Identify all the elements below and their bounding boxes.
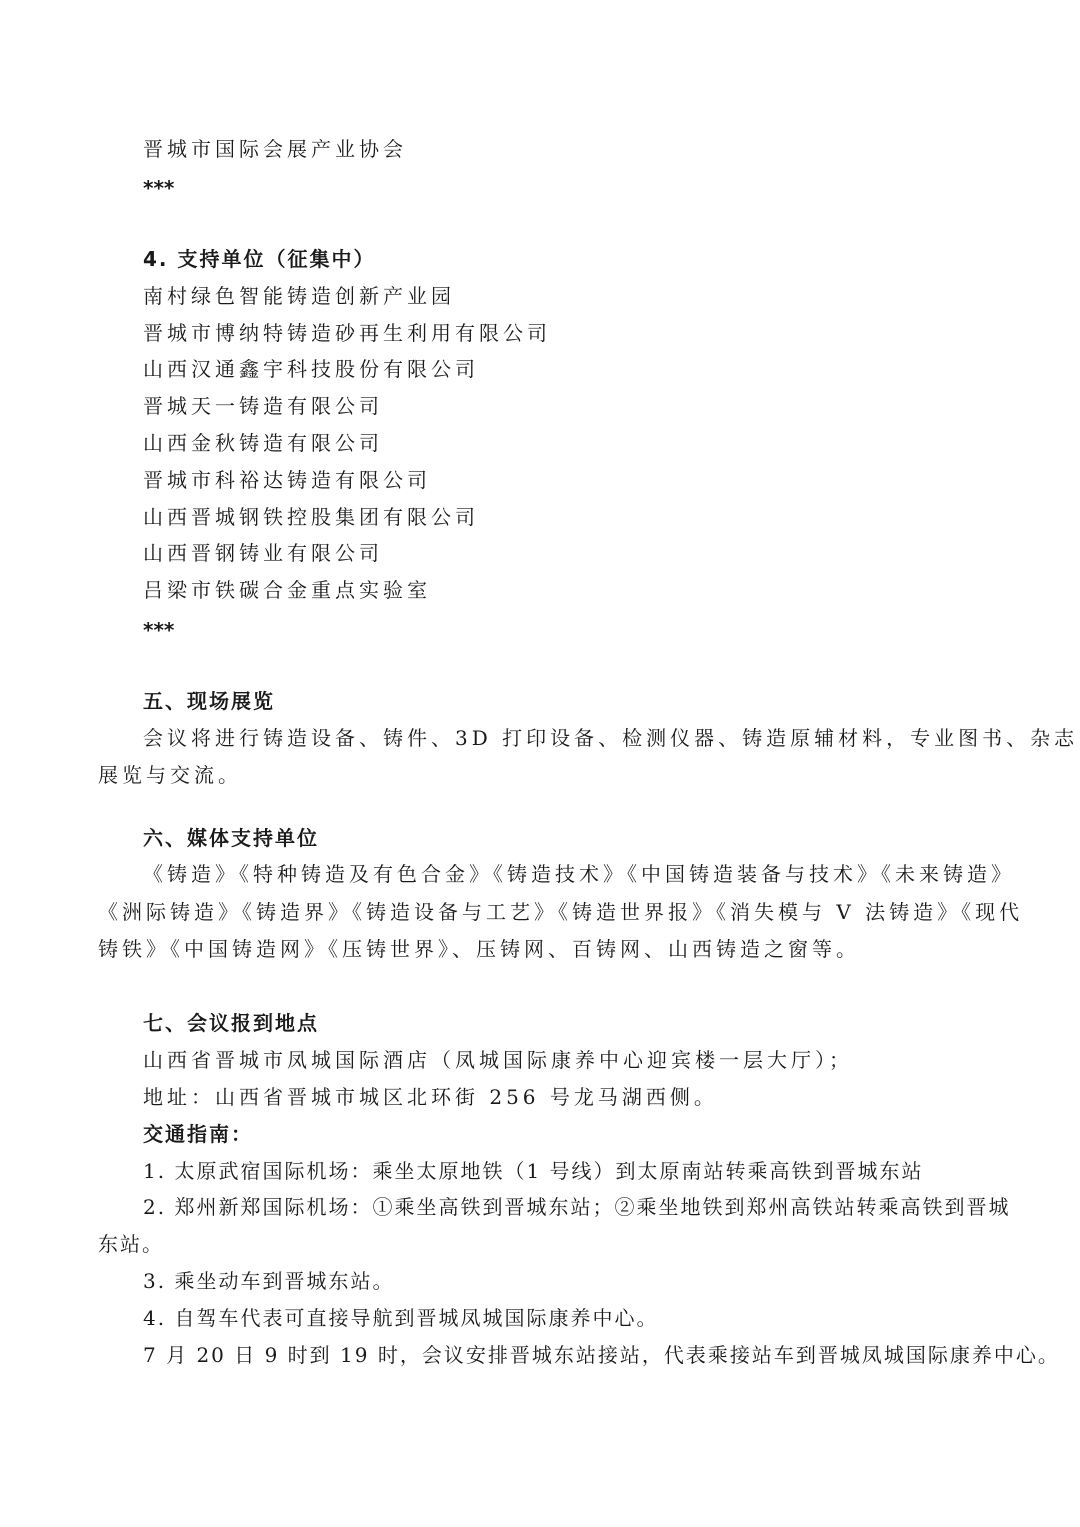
support-unit-item: 山西晋城钢铁控股集团有限公司: [143, 505, 479, 529]
media-heading: 六、媒体支持单位: [143, 826, 319, 850]
support-units-heading: 4. 支持单位（征集中）: [143, 247, 376, 271]
traffic-route: 3. 乘坐动车到晋城东站。: [143, 1269, 395, 1293]
support-unit-item: 晋城市科裕达铸造有限公司: [143, 468, 431, 492]
traffic-guide-heading: 交通指南：: [143, 1122, 253, 1146]
support-unit-item: 南村绿色智能铸造创新产业园: [143, 284, 455, 308]
support-unit-item: 山西金秋铸造有限公司: [143, 431, 383, 455]
pickup-info: 7 月 20 日 9 时到 19 时，会议安排晋城东站接站，代表乘接站车到晋城凤城国际康养中心。: [143, 1343, 1060, 1367]
traffic-route: 4. 自驾车代表可直接导航到晋城凤城国际康养中心。: [143, 1306, 659, 1330]
organizer-item: 晋城市国际会展产业协会: [143, 137, 407, 161]
venue-address: 地址：山西省晋城市城区北环街 256 号龙马湖西侧。: [143, 1085, 718, 1109]
exhibition-text: 会议将进行铸造设备、铸件、3D 打印设备、检测仪器、铸造原辅材料，专业图书、杂志: [143, 726, 1079, 750]
support-unit-item: 山西晋钢铸业有限公司: [143, 541, 383, 565]
venue-hotel: 山西省晋城市凤城国际酒店（凤城国际康养中心迎宾楼一层大厅）；: [143, 1048, 853, 1072]
support-unit-item: 吕梁市铁碳合金重点实验室: [143, 578, 431, 602]
traffic-route: 2. 郑州新郑国际机场：①乘坐高铁到晋城东站；②乘坐地铁到郑州高铁站转乘高铁到晋城: [143, 1195, 1011, 1219]
venue-heading: 七、会议报到地点: [143, 1011, 319, 1035]
media-text: 铸铁》《中国铸造网》《压铸世界》、压铸网、百铸网、山西铸造之窗等。: [98, 937, 860, 961]
support-unit-item: 山西汉通鑫宇科技股份有限公司: [143, 357, 479, 381]
section-separator: ***: [143, 618, 175, 642]
media-text: 《铸造》《特种铸造及有色合金》《铸造技术》《中国铸造装备与技术》《未来铸造》: [143, 862, 1015, 886]
section-separator: ***: [143, 176, 175, 200]
support-unit-item: 晋城天一铸造有限公司: [143, 394, 383, 418]
exhibition-text: 展览与交流。: [98, 763, 242, 787]
exhibition-heading: 五、现场展览: [143, 689, 275, 713]
traffic-route: 东站。: [98, 1232, 164, 1256]
traffic-route: 1. 太原武宿国际机场：乘坐太原地铁（1 号线）到太原南站转乘高铁到晋城东站: [143, 1159, 924, 1183]
support-unit-item: 晋城市博纳特铸造砂再生利用有限公司: [143, 321, 551, 345]
media-text: 《洲际铸造》《铸造界》《铸造设备与工艺》《铸造世界报》《消失模与 V 法铸造》《现代: [98, 900, 1024, 924]
